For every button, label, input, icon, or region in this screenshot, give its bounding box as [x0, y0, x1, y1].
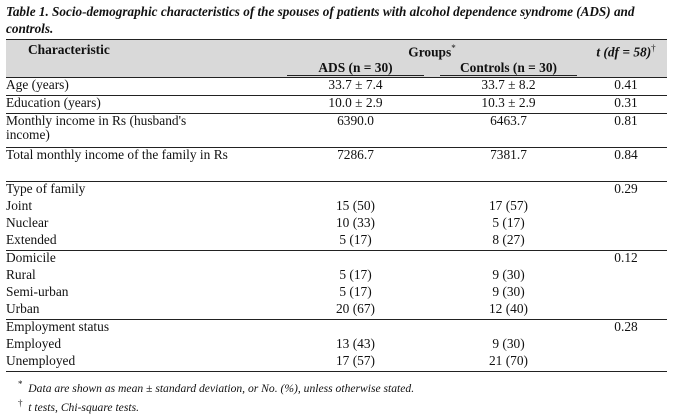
table-row	[6, 233, 667, 251]
table-row	[6, 268, 667, 285]
row-ads: 5 (17)	[339, 267, 372, 282]
row-controls: 10.3 ± 2.9	[432, 96, 585, 114]
row-t: 0.81	[585, 114, 667, 148]
row-ads	[279, 320, 432, 338]
data-table	[6, 39, 667, 372]
row-controls	[432, 182, 585, 200]
row-controls: 12 (40)	[488, 301, 529, 316]
row-t: 0.12	[585, 251, 667, 269]
row-ads: 33.7 ± 7.4	[279, 78, 432, 96]
row-label: Education (years)	[6, 96, 279, 114]
note-2-text: t tests, Chi-square tests.	[28, 400, 139, 414]
header-t	[585, 40, 667, 61]
row-label: Joint	[6, 198, 33, 213]
row-t	[585, 268, 667, 285]
row-controls: 17 (57)	[488, 198, 529, 213]
table-row	[6, 302, 667, 320]
row-ads	[279, 251, 432, 269]
row-controls: 9 (30)	[492, 284, 525, 299]
row-t: 0.41	[585, 78, 667, 96]
row-t	[585, 233, 667, 251]
note-1	[18, 377, 414, 396]
row-ads	[279, 182, 432, 200]
row-t: 0.84	[585, 148, 667, 182]
row-ads: 10 (33)	[335, 215, 376, 230]
table-row	[6, 354, 667, 372]
row-label: Domicile	[6, 251, 279, 269]
row-controls: 9 (30)	[492, 336, 525, 351]
row-controls: 7381.7	[432, 148, 585, 182]
header-row-2	[6, 60, 667, 78]
row-t	[585, 199, 667, 216]
row-t	[585, 302, 667, 320]
table-row	[6, 114, 667, 148]
row-t: 0.31	[585, 96, 667, 114]
row-label: Urban	[6, 301, 40, 316]
header-t-mark: †	[651, 42, 656, 53]
row-label: Rural	[6, 267, 36, 282]
row-label: Extended	[6, 232, 57, 247]
header-row-1	[6, 40, 667, 61]
table-row	[6, 251, 667, 269]
row-controls: 6463.7	[432, 114, 585, 148]
row-controls: 9 (30)	[492, 267, 525, 282]
row-controls: 8 (27)	[492, 232, 525, 247]
table-row	[6, 337, 667, 354]
header-ads	[279, 60, 432, 78]
row-ads: 5 (17)	[339, 232, 372, 247]
note-1-text: Data are shown as mean ± standard deviation, or No. (%), unless otherwise stated.	[28, 381, 415, 395]
row-ads: 20 (67)	[335, 301, 376, 316]
note-2-mark: †	[18, 397, 23, 408]
row-label: Employment status	[6, 320, 279, 338]
table-caption: Table 1. Socio-demographic characteristics of the spouses of patients with alcohol dependence syndrome (ADS) and controls.	[6, 4, 635, 36]
header-characteristic: Characteristic	[6, 40, 279, 61]
row-ads: 7286.7	[279, 148, 432, 182]
table-row	[6, 148, 667, 182]
row-ads: 5 (17)	[339, 284, 372, 299]
row-label: Semi-urban	[6, 284, 69, 299]
header-t-label: t (df = 58)	[596, 44, 652, 60]
header-controls-label: Controls (n = 30)	[440, 61, 577, 76]
row-ads: 6390.0	[279, 114, 432, 148]
table-row	[6, 96, 667, 114]
table-notes	[18, 377, 414, 415]
row-label: Nuclear	[6, 215, 49, 230]
row-t: 0.28	[585, 320, 667, 338]
row-t: 0.29	[585, 182, 667, 200]
row-label: Unemployed	[6, 354, 279, 372]
table-row	[6, 285, 667, 302]
row-t	[585, 285, 667, 302]
row-controls	[432, 251, 585, 269]
row-label: Age (years)	[6, 78, 279, 96]
row-controls	[432, 320, 585, 338]
header-ads-label: ADS (n = 30)	[287, 61, 424, 76]
row-t	[585, 216, 667, 233]
header-groups	[279, 40, 585, 61]
row-label: Type of family	[6, 182, 279, 200]
row-controls: 21 (70)	[432, 354, 585, 372]
header-groups-mark: *	[451, 42, 456, 53]
table-row	[6, 182, 667, 200]
row-t	[585, 337, 667, 354]
table-row	[6, 78, 667, 96]
row-ads: 10.0 ± 2.9	[279, 96, 432, 114]
row-ads: 15 (50)	[335, 198, 376, 213]
table-row	[6, 320, 667, 338]
row-t	[585, 354, 667, 372]
row-controls: 33.7 ± 8.2	[432, 78, 585, 96]
note-2	[18, 396, 414, 415]
note-1-mark: *	[18, 379, 23, 389]
header-controls	[432, 60, 585, 78]
row-label: Monthly income in Rs (husband's income)	[6, 114, 279, 148]
row-label: Total monthly income of the family in Rs	[6, 148, 279, 182]
header-groups-label: Groups	[408, 44, 452, 60]
row-ads: 17 (57)	[279, 354, 432, 372]
row-controls: 5 (17)	[492, 215, 525, 230]
row-label: Employed	[6, 336, 62, 351]
row-ads: 13 (43)	[335, 336, 376, 351]
table-row	[6, 216, 667, 233]
table-row	[6, 199, 667, 216]
